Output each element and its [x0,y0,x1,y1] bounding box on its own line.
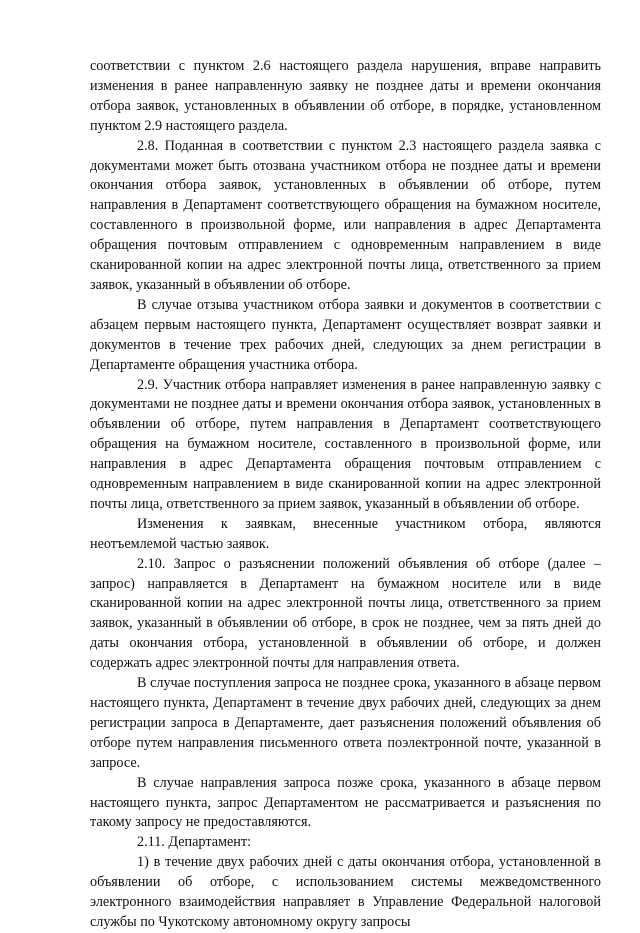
paragraph-continuation: соответствии с пунктом 2.6 настоящего раздела нарушения, вправе направить изменения в ранее направленную заявку не позднее даты и времени окончания отбора заявок, установленных в объявлении об отборе, в порядке, установленном пунктом 2.9 настоящего раздела. [90,58,601,134]
paragraph-2-9-changes: Изменения к заявкам, внесенные участником отбора, являются неотъемлемой частью заявок. [90,515,601,552]
paragraph-2-10: 2.10. Запрос о разъяснении положений объявления об отборе (далее – запрос) направляется в Департамент на бумажном носителе или в виде сканированной копии на адрес электронной почты лица, ответственного за прием заявок, указанный в объявлении об отборе, в срок не позднее, чем за пять дней до даты окончания отбора, установленной в объявлении об отборе, и должен содержать адрес электронной почты для направления ответа. [90,555,601,672]
paragraph-2-11-item-1: 1) в течение двух рабочих дней с даты окончания отбора, установленной в объявлении об отборе, с использованием системы межведомственного электронного взаимодействия направляет в Управление Федеральной налоговой службы по Чукотскому автономному округу запросы [90,854,601,930]
paragraph-2-11: 2.11. Департамент: [137,834,252,851]
paragraph-2-10-timely: В случае поступления запроса не позднее срока, указанного в абзаце первом настоящего пункта, Департамент в течение двух рабочих дней, следующих за днем регистрации запроса в Департаменте, дает разъяснения положений объявления об отборе путем направления письменного ответа поэлектронной почте, указанной в запросе. [90,675,601,771]
paragraph-2-8-withdrawal: В случае отзыва участником отбора заявки и документов в соответствии с абзацем первым настоящего пункта, Департамент осуществляет возврат заявки и документов в течение трех рабочих дней, следующих за днем регистрации в Департаменте обращения участника отбора. [90,296,601,373]
document-page [90,57,601,933]
paragraph-2-8: 2.8. Поданная в соответствии с пунктом 2.3 настоящего раздела заявка с документами может быть отозвана участником отбора не позднее даты и времени окончания отбора заявок, установленных в объявлении об отборе, путем направления в Департамент соответствующего обращения на бумажном носителе, составленного в произвольной форме, или направления в адрес Департамента обращения почтовым отправлением с одновременным направлением в виде сканированной копии на адрес электронной почты лица, ответственного за прием заявок, указанный в объявлении об отборе. [90,137,601,293]
paragraph-2-9: 2.9. Участник отбора направляет изменения в ранее направленную заявку с документами не позднее даты и времени окончания отбора заявок, установленных в объявлении об отборе, путем направления в Департамент соответствующего обращения на бумажном носителе, составленного в произвольной форме, или направления в адрес Департамента обращения почтовым отправлением с одновременным направлением в виде сканированной копии на адрес электронной почты лица, ответственного за прием заявок, указанный в объявлении об отборе. [90,376,601,512]
paragraph-2-10-late: В случае направления запроса позже срока, указанного в абзаце первом настоящего пункта, запрос Департаментом не рассматривается и разъяснения по такому запросу не предоставляются. [90,774,601,831]
